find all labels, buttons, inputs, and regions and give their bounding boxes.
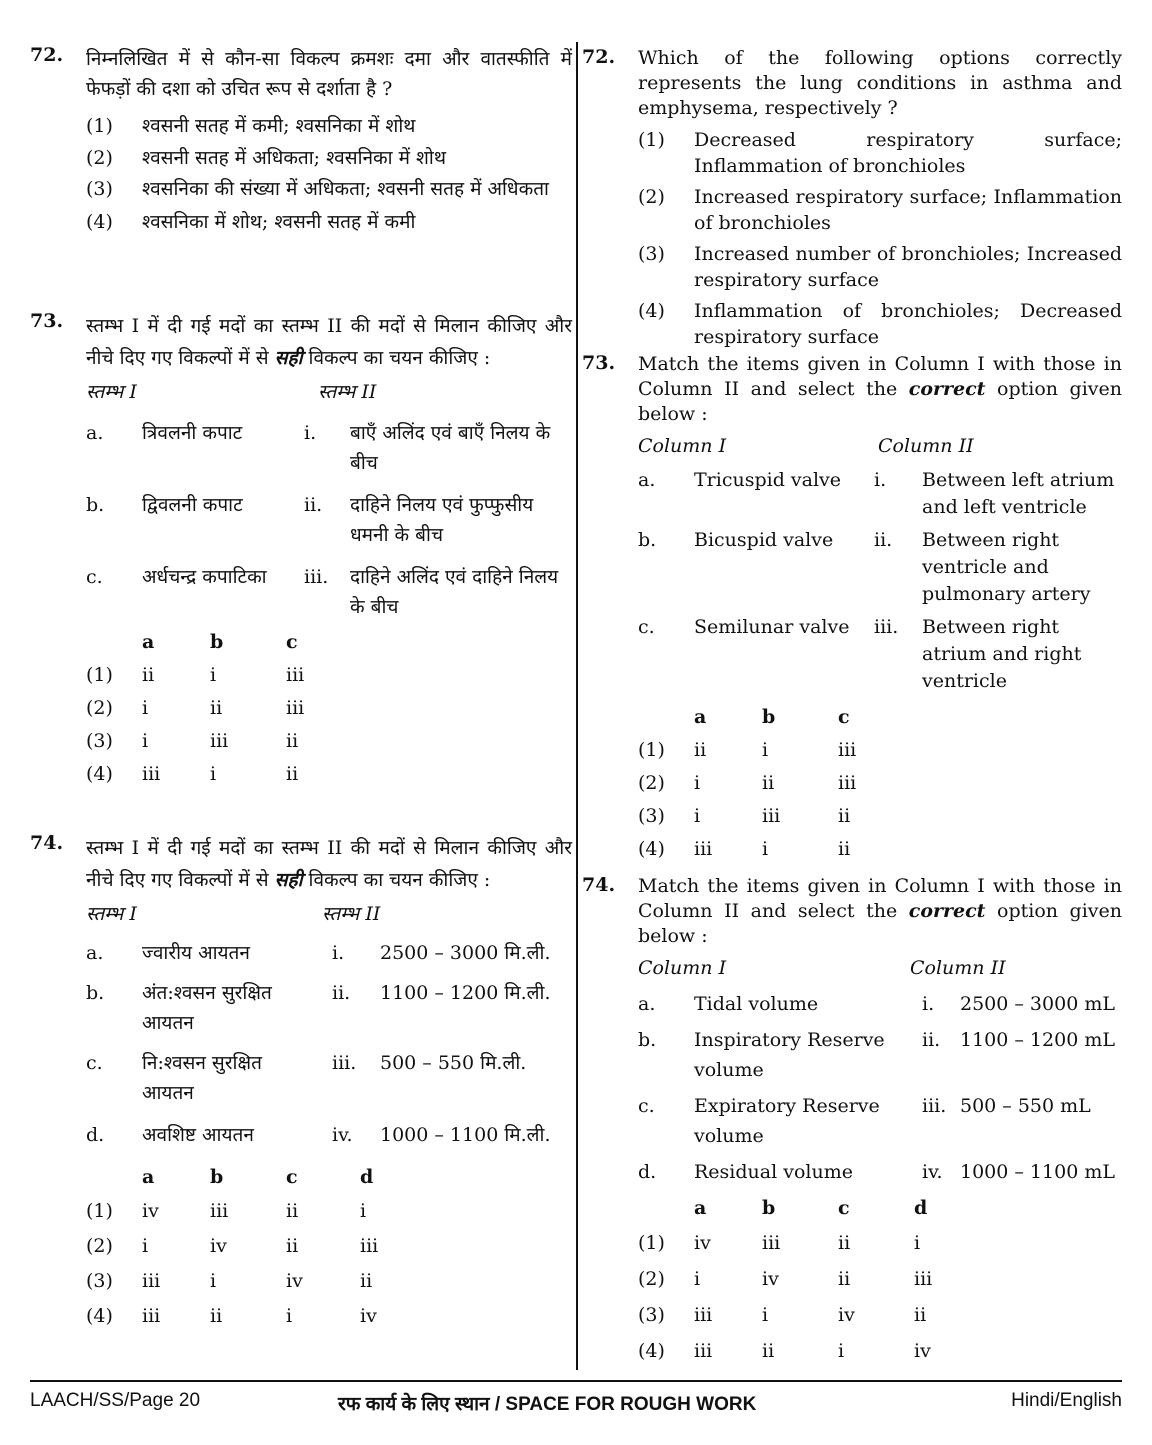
match-row: a. Tidal volume i. 2500 – 3000 mL bbox=[638, 993, 1115, 1015]
question-text: Match the items given in Column I with those in Column II and select the correct option given below : bbox=[638, 353, 1122, 425]
question-text: निम्नलिखित में से कौन-सा विकल्प क्रमशः दमा और वातस्फीति में फेफड़ों की दशा को उचित रूप से दर्शाता है ? bbox=[86, 48, 572, 100]
option-4: (4) Inflammation of bronchioles; Decreased respiratory surface bbox=[638, 300, 1122, 348]
language-label: Hindi/English bbox=[1011, 1390, 1122, 1411]
option-2: (2) Increased respiratory surface; Inflammation of bronchioles bbox=[638, 186, 1122, 234]
question-text: Match the items given in Column I with those in Column II and select the correct option given below : bbox=[638, 875, 1122, 947]
answer-option-1: (1) ii i iii bbox=[638, 739, 857, 761]
match-row: a. Tricuspid valve i. Between left atrium and left ventricle bbox=[638, 469, 1115, 518]
question-text: Which of the following options correctly represents the lung conditions in asthma and emphysema, respectively ? bbox=[638, 47, 1122, 119]
answer-option-3: (3) iii i iv ii bbox=[638, 1304, 927, 1326]
match-row: c. अर्धचन्द्र कपाटिका iii. दाहिने अलिंद एवं दाहिने निलय के बीच bbox=[86, 566, 559, 618]
answer-option-3: (3) i iii ii bbox=[638, 805, 851, 827]
page-footer bbox=[30, 1380, 1122, 1415]
match-row: d. अवशिष्ट आयतन iv. 1000 – 1100 मि.ली. bbox=[86, 1124, 551, 1146]
column-headers: Column I Column II bbox=[638, 957, 1006, 979]
answer-header: a b c d bbox=[142, 1166, 374, 1188]
question-72-english bbox=[582, 46, 1122, 352]
option-1: (1) श्वसनी सतह में कमी; श्वसनिका में शोथ bbox=[86, 115, 416, 137]
question-text: स्तम्भ I में दी गई मदों का स्तम्भ II की मदों से मिलान कीजिए और नीचे दिए गए विकल्पों में से सही विकल्प का चयन कीजिए : bbox=[86, 837, 572, 891]
answer-option-4: (4) iii ii i iv bbox=[86, 1305, 377, 1327]
answer-option-4: (4) iii i ii bbox=[638, 838, 851, 860]
match-row: d. Residual volume iv. 1000 – 1100 mL bbox=[638, 1161, 1115, 1183]
page-code: LAACH/SS/Page 20 bbox=[30, 1390, 201, 1411]
answer-header: a b c bbox=[142, 631, 298, 653]
answer-header: a b c bbox=[694, 706, 850, 728]
option-3: (3) Increased number of bronchioles; Increased respiratory surface bbox=[638, 243, 1122, 291]
english-column bbox=[582, 46, 1122, 1369]
answer-option-2: (2) i ii iii bbox=[86, 697, 305, 719]
option-4: (4) श्वसनिका में शोथ; श्वसनी सतह में कमी bbox=[86, 211, 416, 233]
question-74-english bbox=[582, 874, 1122, 1369]
column-headers: स्तम्भ I स्तम्भ II bbox=[86, 903, 381, 925]
column-divider bbox=[576, 42, 578, 1370]
question-number: 74. bbox=[582, 874, 616, 896]
hindi-column bbox=[30, 44, 572, 1334]
question-number: 74. bbox=[30, 832, 64, 854]
match-row: b. Bicuspid valve ii. Between right ventricle and pulmonary artery bbox=[638, 529, 1091, 605]
match-row: c. Semilunar valve iii. Between right atrium and right ventricle bbox=[638, 616, 1082, 692]
question-72-hindi bbox=[30, 44, 572, 310]
match-row: b. Inspiratory Reserve volume ii. 1100 – 1200 mL bbox=[638, 1029, 1115, 1081]
match-row: c. Expiratory Reserve volume iii. 500 – 550 mL bbox=[638, 1095, 1091, 1147]
match-row: b. द्विवलनी कपाट ii. दाहिने निलय एवं फुप्फुसीय धमनी के बीच bbox=[86, 494, 534, 546]
answer-option-2: (2) i iv ii iii bbox=[638, 1268, 933, 1290]
option-3: (3) श्वसनिका की संख्या में अधिकता; श्वसनी सतह में अधिकता bbox=[86, 178, 549, 200]
column-headers: स्तम्भ I स्तम्भ II bbox=[86, 381, 377, 403]
rough-work-label: रफ कार्य के लिए स्थान / SPACE FOR ROUGH WORK bbox=[338, 1394, 757, 1415]
answer-option-1: (1) iv iii ii i bbox=[86, 1200, 367, 1222]
question-text: स्तम्भ I में दी गई मदों का स्तम्भ II की मदों से मिलान कीजिए और नीचे दिए गए विकल्पों में से सही विकल्प का चयन कीजिए : bbox=[86, 315, 572, 369]
match-row: c. नि:श्वसन सुरक्षित आयतन iii. 500 – 550 मि.ली. bbox=[86, 1052, 527, 1104]
option-1: (1) Decreased respiratory surface; Inflammation of bronchioles bbox=[638, 129, 1122, 177]
answer-header: a b c d bbox=[694, 1197, 928, 1219]
option-2: (2) श्वसनी सतह में अधिकता; श्वसनिका में शोथ bbox=[86, 147, 446, 169]
answer-option-1: (1) ii i iii bbox=[86, 664, 305, 686]
answer-option-3: (3) i iii ii bbox=[86, 730, 299, 752]
answer-option-3: (3) iii i iv ii bbox=[86, 1270, 373, 1292]
column-headers: Column I Column II bbox=[638, 435, 974, 457]
question-number: 73. bbox=[582, 352, 616, 374]
answer-option-2: (2) i iv ii iii bbox=[86, 1235, 379, 1257]
answer-option-1: (1) iv iii ii i bbox=[638, 1232, 921, 1254]
question-74-hindi bbox=[30, 832, 572, 1334]
answer-option-4: (4) iii i ii bbox=[86, 763, 299, 785]
question-73-english bbox=[582, 352, 1122, 874]
question-number: 72. bbox=[582, 46, 616, 68]
question-73-hindi bbox=[30, 310, 572, 832]
answer-option-4: (4) iii ii i iv bbox=[638, 1340, 931, 1362]
question-number: 73. bbox=[30, 310, 64, 332]
match-row: b. अंत:श्वसन सुरक्षित आयतन ii. 1100 – 1200 मि.ली. bbox=[86, 982, 551, 1034]
question-number: 72. bbox=[30, 44, 64, 66]
match-row: a. ज्वारीय आयतन i. 2500 – 3000 मि.ली. bbox=[86, 942, 551, 964]
match-row: a. त्रिवलनी कपाट i. बाएँ अलिंद एवं बाएँ निलय के बीच bbox=[86, 422, 551, 474]
answer-option-2: (2) i ii iii bbox=[638, 772, 857, 794]
